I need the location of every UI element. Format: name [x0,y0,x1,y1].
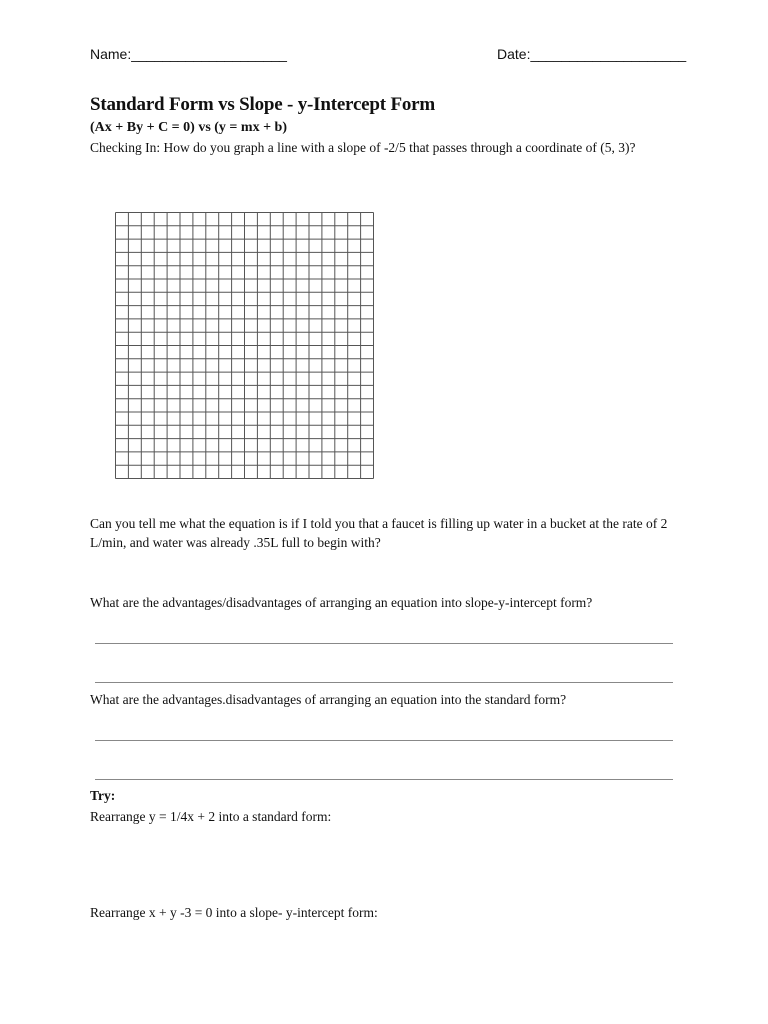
answer-line [95,643,673,644]
standard-form-advantages-question: What are the advantages.disadvantages of arranging an equation into the standard form? [90,692,567,707]
answer-line [95,682,673,683]
form-comparison-subtitle: (Ax + By + C = 0) vs (y = mx + b) [90,120,287,135]
graph-grid [115,212,374,479]
rearrange-task-1: Rearrange y = 1/4x + 2 into a standard form: [90,809,332,824]
answer-line [95,779,673,780]
slope-intercept-advantages-question: What are the advantages/disadvantages of arranging an equation into slope-y-intercept form? [90,595,593,610]
checking-in-question: Checking In: How do you graph a line with a slope of -2/5 that passes through a coordinate of (5, 3)? [90,140,636,155]
try-label: Try: [90,788,116,803]
graph-grid-svg [115,212,374,479]
page-title: Standard Form vs Slope - y-Intercept Form [90,94,436,115]
answer-line [95,740,673,741]
rearrange-task-2: Rearrange x + y -3 = 0 into a slope- y-intercept form: [90,905,378,920]
date-field[interactable]: Date:____________________ [497,46,687,62]
faucet-question: Can you tell me what the equation is if I told you that a faucet is filling up water in a bucket at the rate of 2 L/min, and water was already .35L full to begin with? [90,516,668,550]
name-field[interactable]: Name:____________________ [90,46,287,62]
